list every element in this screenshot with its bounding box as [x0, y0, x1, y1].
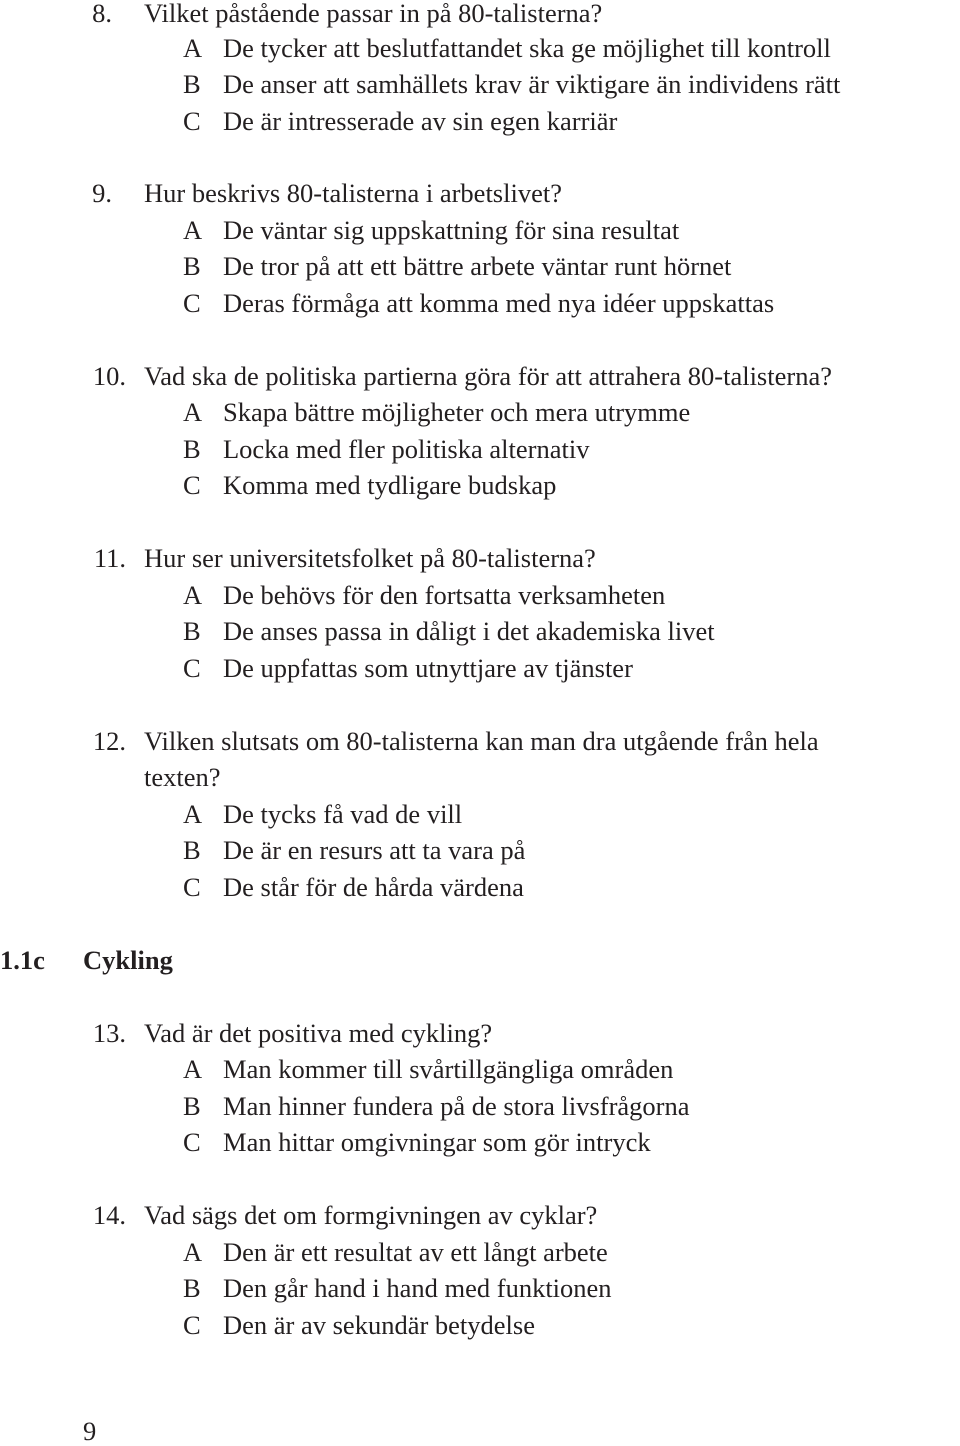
- option-text: De anser att samhällets krav är viktigare än individens rätt: [223, 69, 841, 99]
- option-letter: C: [183, 872, 201, 902]
- option-text: De står för de hårda värdena: [223, 872, 524, 902]
- question-number: 14.: [92, 1200, 126, 1230]
- question-text: Vad ska de politiska partierna göra för att attrahera 80-talisterna?: [144, 361, 832, 391]
- question-number: 9.: [92, 178, 112, 208]
- question-text: Hur beskrivs 80-talisterna i arbetslivet?: [144, 178, 562, 208]
- option-text: Den går hand i hand med funktionen: [223, 1273, 612, 1303]
- question-text-continuation: texten?: [144, 762, 221, 792]
- question-text: Vilket påstående passar in på 80-talisterna?: [144, 0, 603, 28]
- option-letter: B: [183, 1091, 201, 1121]
- question-number: 10.: [92, 361, 126, 391]
- option-letter: A: [183, 215, 203, 245]
- option-letter: C: [183, 1127, 201, 1157]
- question-number: 12.: [92, 726, 126, 756]
- option-letter: A: [183, 397, 203, 427]
- option-letter: B: [183, 835, 201, 865]
- option-letter: B: [183, 251, 201, 281]
- question-text: Hur ser universitetsfolket på 80-talisterna?: [144, 543, 596, 573]
- option-text: Deras förmåga att komma med nya idéer uppskattas: [223, 288, 775, 318]
- section-title: Cykling: [83, 945, 173, 975]
- option-text: Locka med fler politiska alternativ: [223, 434, 590, 464]
- question-text: Vad är det positiva med cykling?: [144, 1018, 493, 1048]
- option-text: De tror på att ett bättre arbete väntar runt hörnet: [223, 251, 732, 281]
- option-letter: A: [183, 1054, 203, 1084]
- option-text: Komma med tydligare budskap: [223, 470, 557, 500]
- question-number: 13.: [92, 1018, 126, 1048]
- option-letter: C: [183, 470, 201, 500]
- option-text: De behövs för den fortsatta verksamheten: [223, 580, 666, 610]
- option-letter: C: [183, 106, 201, 136]
- option-letter: A: [183, 580, 203, 610]
- question-number: 11.: [93, 543, 126, 573]
- option-text: De tycks få vad de vill: [223, 799, 463, 829]
- option-letter: A: [183, 1237, 203, 1267]
- option-letter: B: [183, 434, 201, 464]
- question-number: 8.: [92, 0, 112, 28]
- question-text: Vilken slutsats om 80-talisterna kan man dra utgående från hela: [144, 726, 819, 756]
- option-text: Man hinner fundera på de stora livsfrågorna: [223, 1091, 690, 1121]
- question-text: Vad sägs det om formgivningen av cyklar?: [144, 1200, 598, 1230]
- option-letter: C: [183, 653, 201, 683]
- option-text: Skapa bättre möjligheter och mera utrymme: [223, 397, 691, 427]
- option-text: De är intresserade av sin egen karriär: [223, 106, 618, 136]
- option-letter: A: [183, 33, 203, 63]
- option-letter: B: [183, 616, 201, 646]
- option-letter: B: [183, 69, 201, 99]
- option-text: De uppfattas som utnyttjare av tjänster: [223, 653, 633, 683]
- option-text: De tycker att beslutfattandet ska ge möjlighet till kontroll: [223, 33, 831, 63]
- option-text: De väntar sig uppskattning för sina resultat: [223, 215, 680, 245]
- page-number: 9: [83, 1416, 97, 1446]
- option-letter: C: [183, 1310, 201, 1340]
- option-text: Man kommer till svårtillgängliga områden: [223, 1054, 674, 1084]
- option-text: Den är ett resultat av ett långt arbete: [223, 1237, 608, 1267]
- option-letter: A: [183, 799, 203, 829]
- option-text: Den är av sekundär betydelse: [223, 1310, 535, 1340]
- option-letter: C: [183, 288, 201, 318]
- option-text: Man hittar omgivningar som gör intryck: [223, 1127, 651, 1157]
- option-text: De anses passa in dåligt i det akademiska livet: [223, 616, 715, 646]
- option-letter: B: [183, 1273, 201, 1303]
- section-number: 1.1c: [0, 945, 45, 975]
- option-text: De är en resurs att ta vara på: [223, 835, 526, 865]
